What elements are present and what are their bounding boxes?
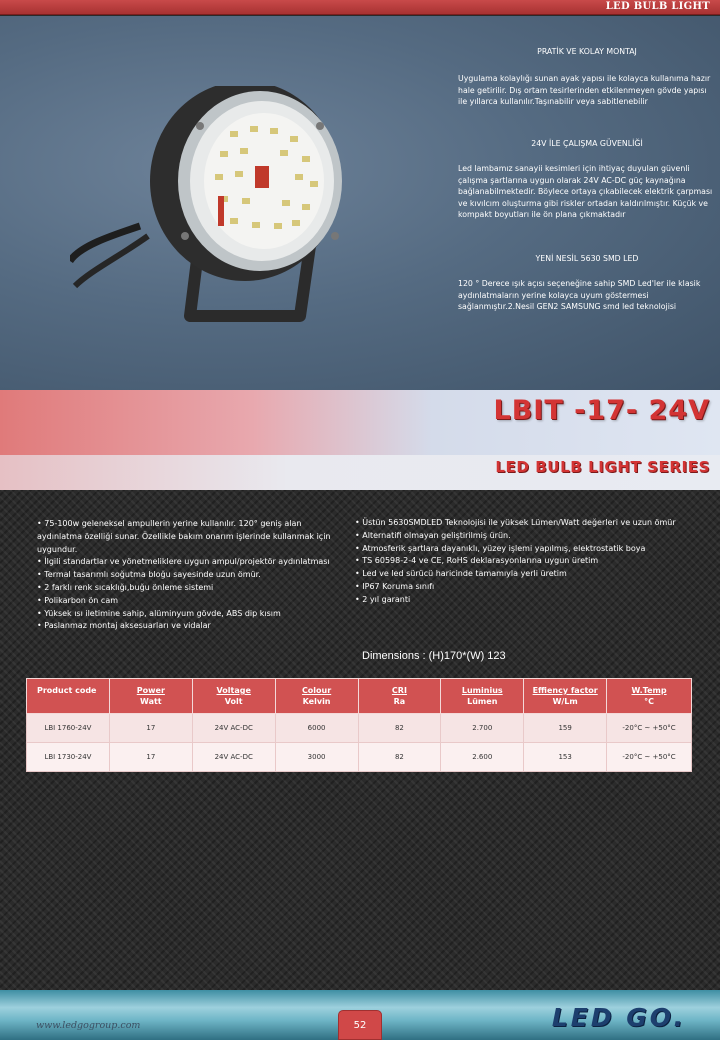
section-heading-mounting: PRATİK VE KOLAY MONTAJ xyxy=(537,47,637,56)
table-cell: 159 xyxy=(524,714,607,743)
table-cell: 3000 xyxy=(275,743,358,772)
spec-table xyxy=(26,678,692,772)
feature-item: • Atmosferik şartlara dayanıklı, yüzey işlemi yapılmış, elektrostatik boya xyxy=(355,543,695,556)
table-cell: 2.600 xyxy=(441,743,524,772)
table-cell: 24V AC-DC xyxy=(192,743,275,772)
table-cell: 82 xyxy=(358,743,441,772)
features-right-list xyxy=(355,517,695,607)
table-cell: 82 xyxy=(358,714,441,743)
features-left-list xyxy=(37,518,342,633)
table-row xyxy=(27,714,692,743)
section-text-24v: Led lambamız sanayii kesimleri için ihtiyaç duyulan güvenli çalışma şartlarına uygun olarak 24V AC-DC güç kaynağına bağlanabilmektedir. Böylece ortaya çıkabilecek elektrik çarpması ve kıvılcım oluşturma gibi riskler ortadan kaldırılmıştır. Küçük ve kompakt boyutları ile ön plana çıkmaktadır xyxy=(458,164,713,219)
feature-item: • 2 farklı renk sıcaklığı,buğu önleme sistemi xyxy=(37,582,342,595)
column-header: Effiency factor W/Lm xyxy=(524,679,607,714)
table-cell: 24V AC-DC xyxy=(192,714,275,743)
column-header: W.Temp °C xyxy=(607,679,692,714)
footer-url-link[interactable]: www.ledgogroup.com xyxy=(36,1020,141,1031)
hero-section xyxy=(0,16,720,390)
header-title: LED BULB LIGHT xyxy=(605,1,710,12)
table-cell: 6000 xyxy=(275,714,358,743)
feature-item: • Paslanmaz montaj aksesuarları ve vidalar xyxy=(37,620,342,633)
feature-item: • IP67 Koruma sınıfı xyxy=(355,581,695,594)
feature-item: • Led ve led sürücü haricinde tamamıyla yerli üretim xyxy=(355,568,695,581)
column-header: Power Watt xyxy=(109,679,192,714)
column-header: Colour Kelvin xyxy=(275,679,358,714)
series-title: LED BULB LIGHT SERIES xyxy=(495,458,710,476)
section-heading-24v: 24V İLE ÇALIŞMA GÜVENLİĞİ xyxy=(531,139,643,148)
feature-item: • İlgili standartlar ve yönetmeliklere uygun ampul/projektör aydınlatması xyxy=(37,556,342,569)
table-cell: 17 xyxy=(109,714,192,743)
feature-item: • Polikarbon ön cam xyxy=(37,595,342,608)
table-cell: 2.700 xyxy=(441,714,524,743)
column-header: Luminius Lümen xyxy=(441,679,524,714)
led-lamp-image xyxy=(70,86,360,336)
section-text-mounting: Uygulama kolaylığı sunan ayak yapısı ile kolayca kullanıma hazır hale getirilir. Dış ortam tesirlerinden etkilenmeyen gövde yapısı ile yıllarca kullanılır.Taşınabilir veya sabitlenebilir xyxy=(458,74,711,106)
page-number: 52 xyxy=(353,1020,367,1031)
section-heading-smd: YENİ NESİL 5630 SMD LED xyxy=(535,254,639,263)
top-bar xyxy=(0,0,720,15)
column-header: CRI Ra xyxy=(358,679,441,714)
feature-item: • Alternatifi olmayan geliştirilmiş ürün. xyxy=(355,530,695,543)
table-cell: LBI 1760-24V xyxy=(27,714,110,743)
feature-item: • TS 60598-2-4 ve CE, RoHS deklarasyonlarına uygun üretim xyxy=(355,555,695,568)
table-cell: 153 xyxy=(524,743,607,772)
column-header: Voltage Volt xyxy=(192,679,275,714)
feature-item: • Yüksek ısı iletimine sahip, alüminyum gövde, ABS dip kısım xyxy=(37,608,342,621)
table-cell: LBI 1730-24V xyxy=(27,743,110,772)
table-header-row xyxy=(27,679,692,714)
model-title: LBIT -17- 24V xyxy=(493,395,710,426)
table-cell: -20°C ~ +50°C xyxy=(607,714,692,743)
feature-item: • 2 yıl garanti xyxy=(355,594,695,607)
dimensions-text: Dimensions : (H)170*(W) 123 xyxy=(362,650,506,662)
feature-item: • Üstün 5630SMDLED Teknolojisi ile yüksek Lümen/Watt değerleri ve uzun ömür xyxy=(355,517,695,530)
table-cell: -20°C ~ +50°C xyxy=(607,743,692,772)
section-text-smd: 120 ° Derece ışık açısı seçeneğine sahip SMD Led'ler ile klasik aydınlatmaların yerine kolayca uyum göstermesi sağlanmıştır.2.Nesil GEN2 SAMSUNG smd led teknolojisi xyxy=(458,279,701,311)
table-cell: 17 xyxy=(109,743,192,772)
table-row xyxy=(27,743,692,772)
feature-item: • 75-100w geleneksel ampullerin yerine kullanılır. 120° geniş alan aydınlatma özelliği sunar. Özellikle bakım onarım işlerinde kullanmak için uygundur. xyxy=(37,518,342,556)
feature-item: • Termal tasarımlı soğutma bloğu sayesinde uzun ömür. xyxy=(37,569,342,582)
brand-logo: LED GO. xyxy=(551,1003,686,1032)
column-header: Product code xyxy=(27,679,110,714)
